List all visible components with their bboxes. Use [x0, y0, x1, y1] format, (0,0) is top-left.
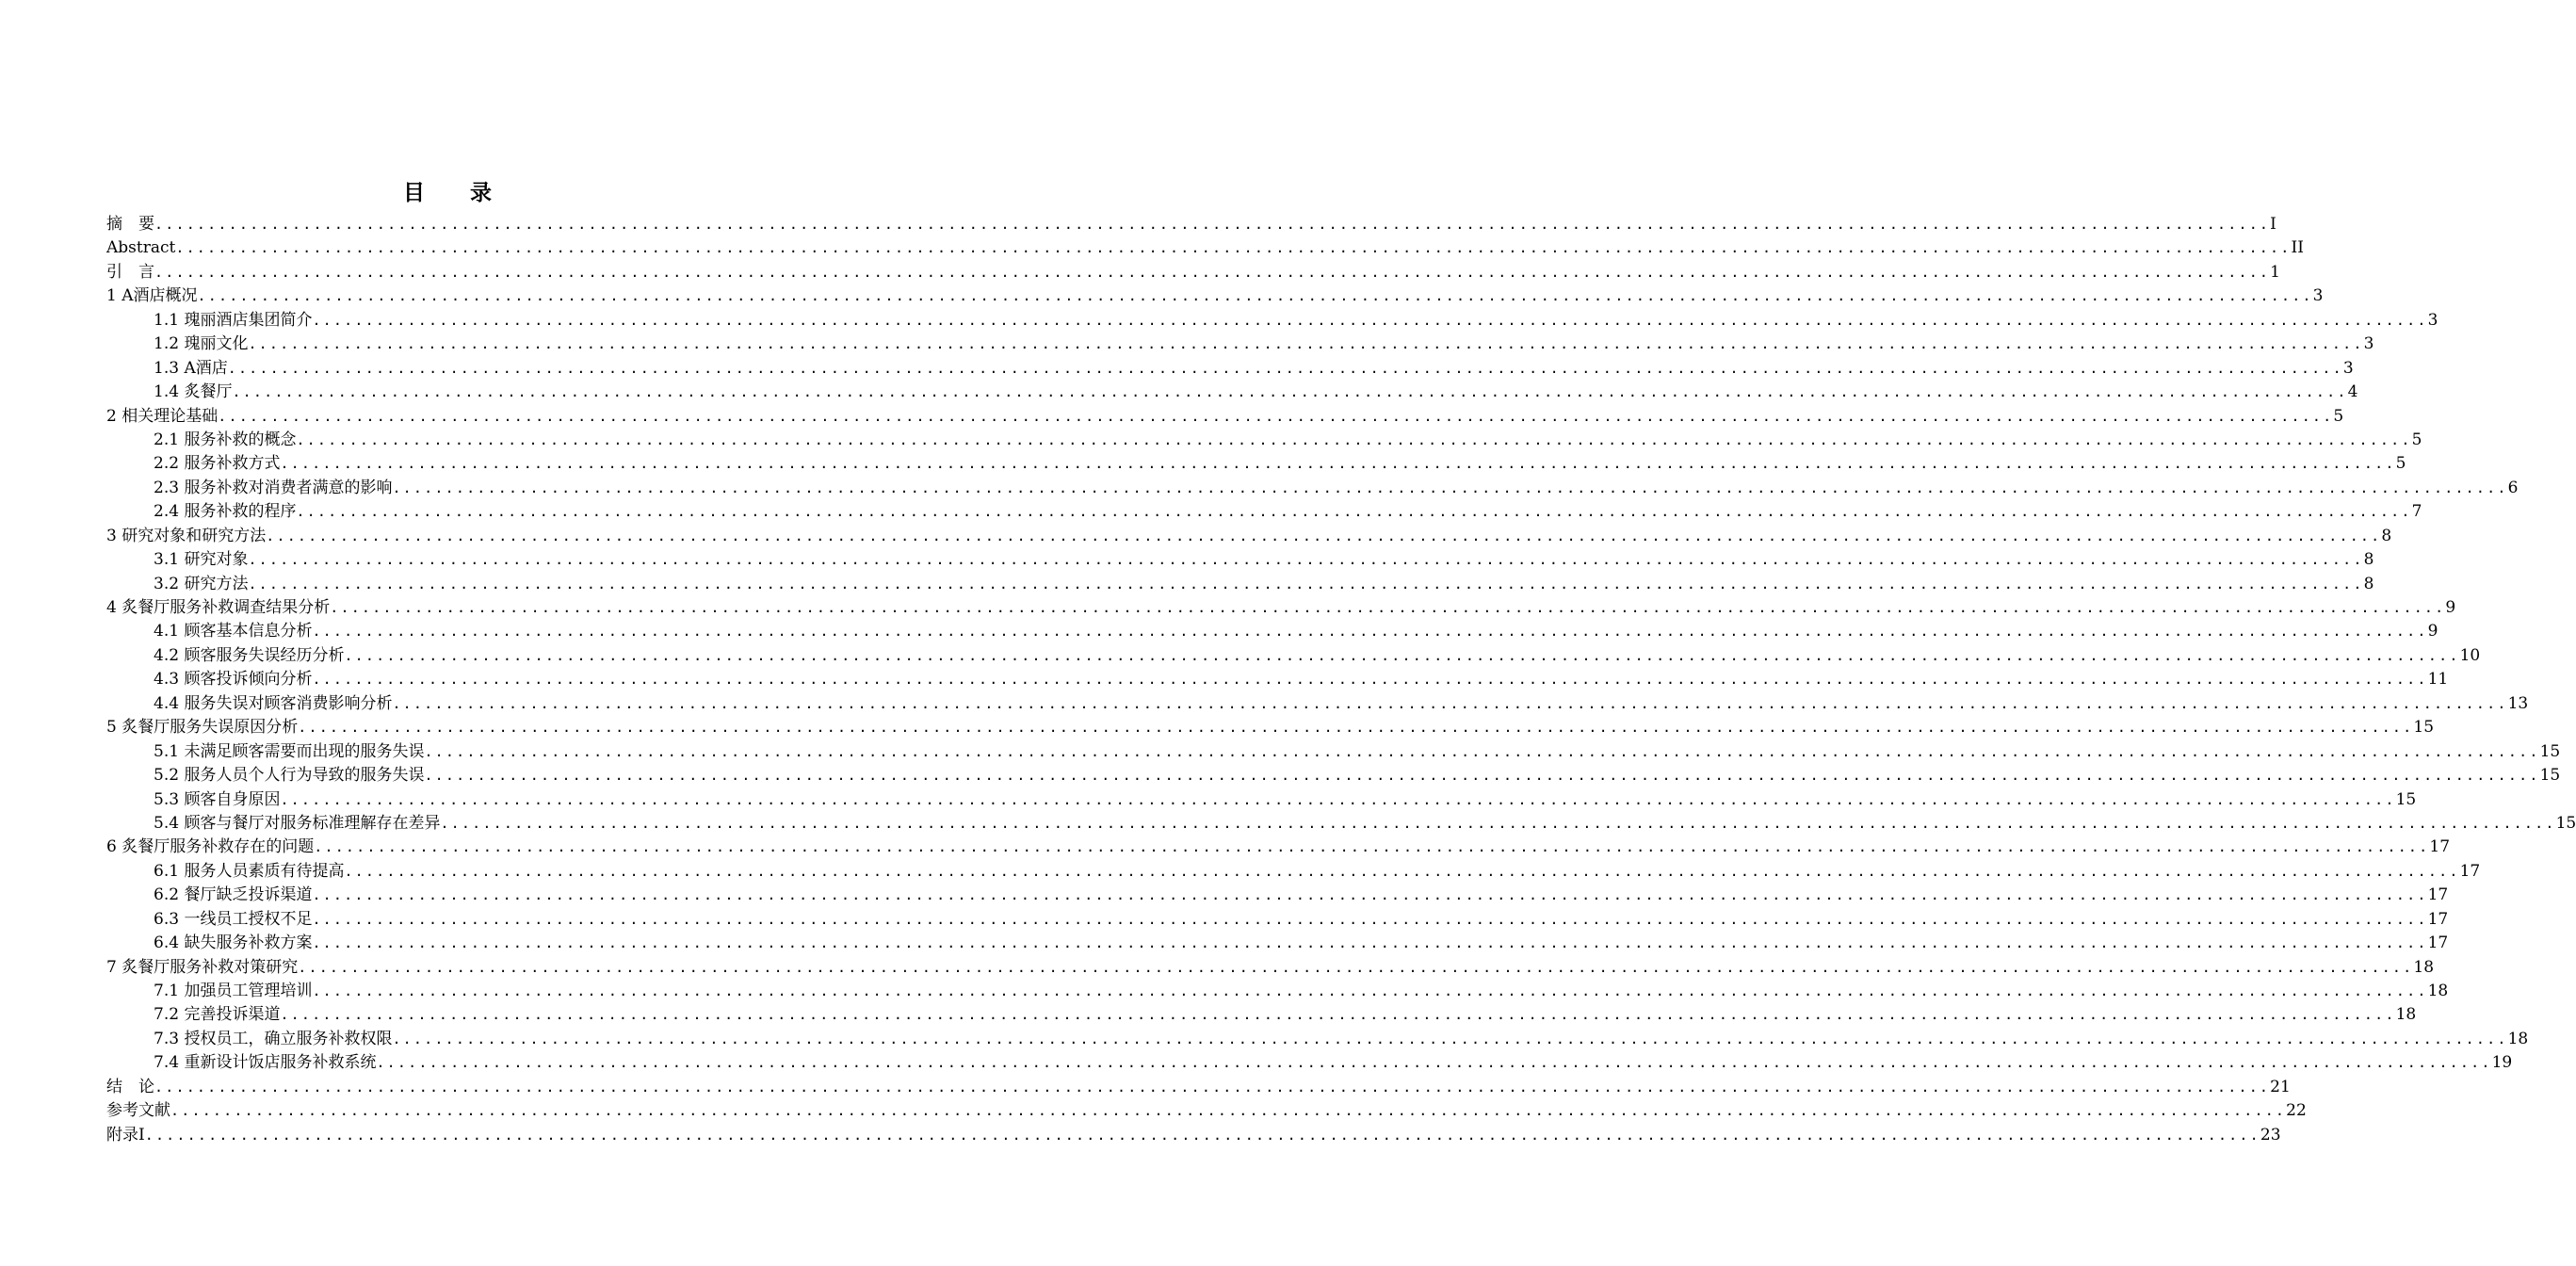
toc-entry[interactable]: [106, 620, 2438, 643]
toc-entry[interactable]: [106, 213, 2276, 236]
toc-entry[interactable]: [106, 452, 2406, 476]
toc-entry-page-number: 18: [2507, 1029, 2529, 1048]
toc-entry-page-number: 3: [2363, 334, 2374, 354]
toc-entry-page-number: 15: [2555, 813, 2576, 833]
toc-entry[interactable]: [106, 333, 2374, 356]
toc-entry-page-number: 10: [2459, 645, 2481, 665]
toc-entry[interactable]: [106, 500, 2422, 524]
toc-entry-label: 3.1 研究对象: [154, 550, 249, 570]
toc-entry-label: 5.1 未满足顾客需要而出现的服务失误: [154, 741, 425, 761]
toc-dot-leader: ........................................................................................................................................................................................................: [218, 407, 2334, 425]
toc-entry[interactable]: [106, 573, 2374, 596]
toc-entry-page-number: 17: [2459, 861, 2481, 881]
toc-entry-label: 7 炙餐厅服务补救对策研究: [106, 957, 299, 977]
toc-entry[interactable]: [106, 1076, 2291, 1099]
page-title-left: 目: [403, 181, 425, 205]
toc-entry[interactable]: [106, 932, 2449, 955]
toc-entry-label: 1.2 瑰丽文化: [154, 334, 249, 354]
toc-dot-leader: ........................................................................................................................................................................................................: [424, 767, 2540, 785]
toc-entry-page-number: 8: [2363, 550, 2374, 570]
toc-entry-label: 6.3 一线员工授权不足: [154, 909, 313, 929]
toc-dot-leader: ........................................................................................................................................................................................................: [312, 671, 2428, 689]
toc-entry-label: 6 炙餐厅服务补救存在的问题: [106, 837, 315, 857]
toc-entry-label: 7.1 加强员工管理培训: [154, 982, 313, 1000]
toc-entry-page-number: 19: [2491, 1053, 2513, 1073]
toc-entry-page-number: 11: [2427, 670, 2449, 690]
toc-entry-page-number: 17: [2427, 909, 2449, 929]
toc-dot-leader: ........................................................................................................................................................................................................: [266, 527, 2382, 544]
toc-dot-leader: ........................................................................................................................................................................................................: [248, 551, 2364, 569]
toc-dot-leader: ........................................................................................................................................................................................................: [280, 455, 2396, 473]
toc-dot-leader: ........................................................................................................................................................................................................: [248, 335, 2364, 353]
toc-dot-leader: ........................................................................................................................................................................................................: [440, 814, 2556, 832]
toc-entry[interactable]: [106, 836, 2451, 859]
toc-entry-label: 1.3 A酒店: [154, 358, 228, 378]
toc-dot-leader: ........................................................................................................................................................................................................: [298, 958, 2414, 976]
toc-entry-label: 3.2 研究方法: [154, 574, 249, 593]
toc-entry[interactable]: [106, 956, 2435, 980]
table-of-contents: [106, 213, 2576, 1147]
toc-entry-page-number: 5: [2333, 406, 2344, 426]
toc-dot-leader: ........................................................................................................................................................................................................: [144, 1126, 2260, 1144]
toc-dot-leader: ........................................................................................................................................................................................................: [296, 430, 2412, 448]
toc-entry[interactable]: [106, 381, 2358, 404]
toc-entry[interactable]: [106, 812, 2576, 836]
toc-entry[interactable]: [106, 764, 2561, 787]
toc-entry[interactable]: [106, 525, 2392, 548]
toc-entry-page-number: 3: [2427, 310, 2438, 330]
toc-dot-leader: ........................................................................................................................................................................................................: [296, 503, 2412, 521]
toc-entry-label: 4.3 顾客投诉倾向分析: [154, 670, 313, 690]
toc-entry-page-number: 5: [2395, 454, 2406, 474]
toc-entry-label: 附录I: [106, 1125, 145, 1144]
toc-entry-label: 6.2 餐厅缺乏投诉渠道: [154, 885, 313, 905]
toc-entry[interactable]: [106, 884, 2449, 907]
toc-dot-leader: ........................................................................................................................................................................................................: [312, 910, 2428, 928]
toc-entry[interactable]: [106, 429, 2422, 452]
toc-dot-leader: ........................................................................................................................................................................................................: [154, 216, 2271, 233]
toc-dot-leader: ........................................................................................................................................................................................................: [314, 838, 2430, 856]
toc-entry-page-number: 4: [2347, 382, 2358, 402]
toc-dot-leader: ........................................................................................................................................................................................................: [227, 359, 2343, 377]
toc-entry-label: Abstract: [106, 238, 176, 258]
toc-dot-leader: ........................................................................................................................................................................................................: [298, 719, 2414, 737]
toc-entry-page-number: II: [2291, 238, 2304, 258]
toc-entry-label: 5.2 服务人员个人行为导致的服务失误: [154, 766, 425, 786]
toc-dot-leader: ........................................................................................................................................................................................................: [344, 862, 2460, 880]
toc-entry[interactable]: [106, 236, 2304, 260]
toc-entry[interactable]: [106, 692, 2529, 716]
toc-entry[interactable]: [106, 309, 2438, 333]
toc-dot-leader: ........................................................................................................................................................................................................: [312, 886, 2428, 904]
toc-entry[interactable]: [106, 261, 2280, 284]
toc-entry[interactable]: [106, 668, 2449, 691]
toc-entry-label: 7.3 授权员工，确立服务补救权限: [154, 1029, 393, 1048]
toc-entry-page-number: 6: [2507, 478, 2519, 497]
toc-entry-page-number: 17: [2429, 837, 2451, 857]
toc-entry-label: 2.1 服务补救的概念: [154, 430, 297, 449]
toc-entry-label: 6.4 缺失服务补救方案: [154, 933, 313, 953]
toc-entry-label: 5.4 顾客与餐厅对服务标准理解存在差异: [154, 813, 441, 833]
toc-entry-page-number: 15: [2539, 766, 2561, 786]
toc-entry-page-number: 5: [2411, 430, 2422, 449]
toc-dot-leader: ........................................................................................................................................................................................................: [170, 1102, 2287, 1120]
toc-entry-label: 7.2 完善投诉渠道: [154, 1005, 281, 1025]
toc-entry[interactable]: [106, 644, 2481, 668]
toc-entry-label: 1.1 瑰丽酒店集团简介: [154, 310, 313, 330]
page-title: [0, 175, 895, 206]
toc-entry-label: 4.1 顾客基本信息分析: [154, 622, 313, 641]
toc-entry[interactable]: [106, 1099, 2307, 1123]
toc-entry[interactable]: [106, 1051, 2513, 1075]
toc-entry-label: 4.4 服务失误对顾客消费影响分析: [154, 693, 393, 713]
toc-entry-page-number: 7: [2411, 502, 2422, 522]
toc-dot-leader: ........................................................................................................................................................................................................: [376, 1054, 2492, 1072]
toc-entry-page-number: 9: [2445, 598, 2456, 617]
toc-entry[interactable]: [106, 1028, 2529, 1051]
toc-entry[interactable]: [106, 357, 2354, 381]
toc-entry[interactable]: [106, 548, 2374, 572]
toc-entry-page-number: 15: [2539, 741, 2561, 761]
toc-entry-page-number: 1: [2270, 262, 2280, 282]
toc-dot-leader: ........................................................................................................................................................................................................: [154, 1078, 2271, 1096]
toc-entry-label: 2.2 服务补救方式: [154, 454, 281, 474]
toc-dot-leader: ........................................................................................................................................................................................................: [280, 790, 2396, 808]
toc-entry[interactable]: [106, 908, 2449, 932]
toc-entry-label: 4.2 顾客服务失误经历分析: [154, 645, 345, 665]
page-title-right: 录: [470, 181, 492, 205]
toc-entry-label: 引 言: [106, 262, 154, 282]
toc-dot-leader: ........................................................................................................................................................................................................: [392, 694, 2508, 712]
toc-entry-page-number: 15: [2395, 789, 2417, 809]
toc-entry-page-number: 8: [2381, 526, 2392, 545]
toc-entry-page-number: I: [2270, 215, 2276, 234]
toc-entry-label: 摘 要: [106, 215, 154, 234]
toc-entry-page-number: 13: [2507, 693, 2529, 713]
toc-entry[interactable]: [106, 284, 2324, 308]
toc-entry-page-number: 23: [2260, 1125, 2281, 1144]
toc-dot-leader: ........................................................................................................................................................................................................: [312, 311, 2428, 329]
toc-entry-label: 7.4 重新设计饭店服务补救系统: [154, 1053, 377, 1073]
toc-entry-page-number: 18: [2395, 1005, 2417, 1025]
toc-entry[interactable]: [106, 596, 2456, 620]
toc-entry-label: 2.4 服务补救的程序: [154, 502, 297, 522]
toc-dot-leader: ........................................................................................................................................................................................................: [330, 599, 2446, 616]
toc-dot-leader: ........................................................................................................................................................................................................: [154, 263, 2271, 281]
toc-dot-leader: ........................................................................................................................................................................................................: [392, 479, 2508, 496]
toc-entry-label: 6.1 服务人员素质有待提高: [154, 861, 345, 881]
toc-entry[interactable]: [106, 788, 2417, 812]
toc-entry-page-number: 15: [2413, 718, 2435, 738]
toc-dot-leader: ........................................................................................................................................................................................................: [280, 1006, 2396, 1024]
toc-dot-leader: ........................................................................................................................................................................................................: [232, 383, 2348, 401]
toc-entry-label: 2.3 服务补救对消费者满意的影响: [154, 478, 393, 497]
toc-entry-page-number: 9: [2427, 622, 2438, 641]
toc-entry-label: 5 炙餐厅服务失误原因分析: [106, 718, 299, 738]
toc-entry[interactable]: [106, 1124, 2281, 1147]
toc-dot-leader: ........................................................................................................................................................................................................: [248, 575, 2364, 592]
toc-dot-leader: ........................................................................................................................................................................................................: [175, 239, 2292, 257]
toc-entry-label: 参考文献: [106, 1101, 170, 1121]
toc-dot-leader: ........................................................................................................................................................................................................: [392, 1030, 2508, 1047]
toc-entry-page-number: 3: [2342, 358, 2354, 378]
toc-dot-leader: ........................................................................................................................................................................................................: [312, 934, 2428, 952]
toc-entry[interactable]: [106, 740, 2561, 764]
toc-entry-label: 5.3 顾客自身原因: [154, 789, 281, 809]
toc-entry[interactable]: [106, 716, 2435, 739]
toc-entry-label: 2 相关理论基础: [106, 406, 219, 426]
toc-dot-leader: ........................................................................................................................................................................................................: [424, 742, 2540, 760]
toc-entry-page-number: 18: [2413, 957, 2435, 977]
toc-dot-leader: ........................................................................................................................................................................................................: [197, 287, 2313, 305]
toc-entry[interactable]: [106, 860, 2481, 884]
toc-entry-label: 1.4 炙餐厅: [154, 382, 233, 402]
toc-entry-page-number: 22: [2286, 1101, 2307, 1121]
toc-entry[interactable]: [106, 1003, 2417, 1027]
toc-entry-label: 3 研究对象和研究方法: [106, 526, 267, 545]
toc-entry-label: 4 炙餐厅服务补救调查结果分析: [106, 598, 331, 617]
toc-entry[interactable]: [106, 405, 2344, 429]
toc-entry-page-number: 18: [2427, 982, 2449, 1000]
toc-dot-leader: ........................................................................................................................................................................................................: [344, 646, 2460, 664]
toc-entry-page-number: 21: [2270, 1077, 2291, 1096]
toc-entry[interactable]: [106, 477, 2519, 500]
toc-entry-label: 结 论: [106, 1077, 154, 1096]
toc-entry-page-number: 8: [2363, 574, 2374, 593]
toc-entry-page-number: 17: [2427, 933, 2449, 953]
toc-dot-leader: ........................................................................................................................................................................................................: [312, 623, 2428, 641]
toc-entry-page-number: 3: [2312, 286, 2324, 306]
toc-dot-leader: ........................................................................................................................................................................................................: [312, 982, 2428, 999]
toc-entry[interactable]: [106, 980, 2449, 1003]
toc-entry-page-number: 17: [2427, 885, 2449, 905]
toc-entry-label: 1 A酒店概况: [106, 286, 198, 306]
